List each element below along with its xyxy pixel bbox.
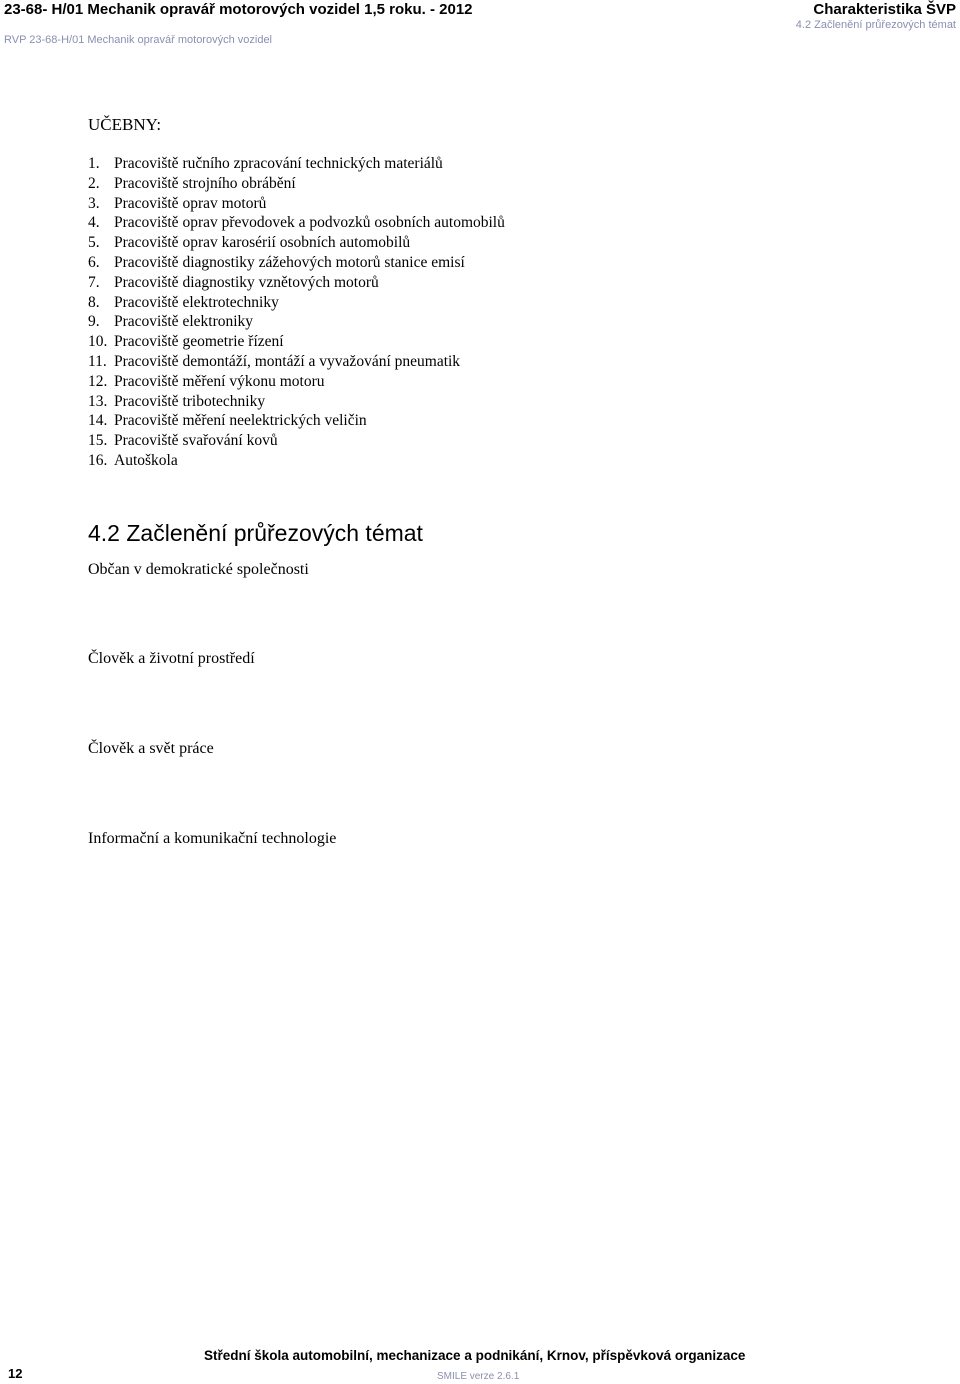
list-item: 5. Pracoviště oprav karosérií osobních automobilů [88,234,411,252]
list-item: 11. Pracoviště demontáží, montáží a vyvažování pneumatik [88,352,461,370]
school-name: Střední škola automobilní, mechanizace a podnikání, Krnov, příspěvková organizace [204,1348,746,1363]
list-item: 8. Pracoviště elektrotechniky [88,293,279,311]
document-title: 23-68- H/01 Mechanik opravář motorových vozidel 1,5 roku. - 2012 [4,1,473,18]
list-item: 9. Pracoviště elektroniky [88,313,254,331]
list-item: 3. Pracoviště oprav motorů [88,194,267,212]
list-item: 10. Pracoviště geometrie řízení [88,333,284,351]
list-item: 4. Pracoviště oprav převodovek a podvozků osobních automobilů [88,214,505,232]
rooms-heading: UČEBNY: [88,115,162,134]
list-item: 6. Pracoviště diagnostiky zážehových motorů stanice emisí [88,253,465,271]
topic-environment: Člověk a životní prostředí [88,650,255,667]
topic-ict: Informační a komunikační technologie [88,830,337,847]
rooms-list [88,154,505,471]
document-subtitle: RVP 23-68-H/01 Mechanik opravář motorových vozidel [4,34,273,46]
section-heading: 4.2 Začlenění průřezových témat [88,520,423,546]
topic-work: Člověk a svět práce [88,740,214,757]
software-version: SMILE verze 2.6.1 [437,1371,520,1382]
topic-civic: Občan v demokratické společnosti [88,561,309,578]
list-item: 14. Pracoviště měření neelektrických veličin [88,412,367,430]
section-label: Charakteristika ŠVP [813,1,956,18]
list-item: 12. Pracoviště měření výkonu motoru [88,372,325,390]
list-item: 7. Pracoviště diagnostiky vznětových motorů [88,273,379,291]
current-chapter: 4.2 Začlenění průřezových témat [795,19,956,31]
list-item: 13. Pracoviště tribotechniky [88,392,266,410]
list-item: 16. Autoškola [88,451,178,469]
list-item: 15. Pracoviště svařování kovů [88,432,278,450]
list-item: 1. Pracoviště ručního zpracování technických materiálů [88,155,443,172]
page-number: 12 [8,1366,23,1381]
list-item: 2. Pracoviště strojního obrábění [88,174,296,192]
